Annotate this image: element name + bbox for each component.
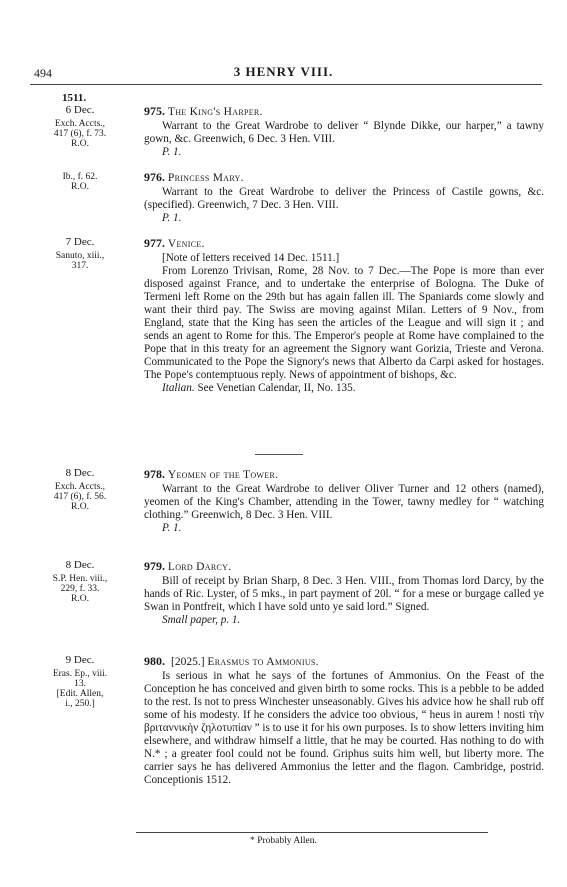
entry-text: From Lorenzo Trivisan, Rome, 28 Nov. to 7 Dec.—The Pope is more than ever disposed against France, and to undertake the enterprise of Bologna. The Duke of Termeni left Rome on the 29th but has again fallen ill. The Spaniards come slowly and want their third pay. The Swiss are moving against Milan. Letters of 9 Nov., from England, state that the King has seen the articles of the League and will sign it ; and sends an agent to Rome for this. The Emperor's people at Rome have complained to the Pope that in this treaty for an agreement the Signory want Gorizia, Trieste and Verona. Communicated to the Pope the Signory's news that Alberto da Carpi asked for hostages. The Pope's contemptuous reply. News of appointment of bishops, &c. xyxy=(144,265,544,381)
entry-number: 977. xyxy=(144,236,165,250)
margin-ref-line: R.O. xyxy=(71,594,89,604)
entry-title: Princess Mary. xyxy=(167,172,244,184)
entry-title: The King's Harper. xyxy=(167,106,263,118)
entry-margin xyxy=(34,654,126,709)
entry-number: 975. xyxy=(144,104,165,118)
margin-ref-line: i., 250.] xyxy=(65,699,95,709)
section-divider xyxy=(255,454,303,455)
entry-date: 8 Dec. xyxy=(65,559,95,571)
footnote-rule xyxy=(136,832,488,833)
margin-ref-line: 317. xyxy=(71,261,89,271)
margin-ref-line: 417 (6), f. 73. xyxy=(53,129,107,139)
entry-number: 979. xyxy=(144,559,165,573)
entry-margin xyxy=(34,170,126,192)
entry-date: 9 Dec. xyxy=(65,654,95,666)
entry-body xyxy=(144,654,544,787)
entry-margin xyxy=(34,559,126,604)
entry-heading xyxy=(144,559,544,574)
entry-title: Yeomen of the Tower. xyxy=(167,469,279,481)
entry-ref: Small paper, p. 1. xyxy=(162,614,241,626)
entry-heading xyxy=(144,104,544,119)
entry-ref: Italian. See Venetian Calendar, II, No. 135. xyxy=(162,382,356,394)
margin-ref-line: Exch. Accts., xyxy=(54,119,106,129)
header-rule xyxy=(30,84,542,85)
entry-heading xyxy=(144,170,544,185)
entry-body xyxy=(144,170,544,225)
entry-date: 6 Dec. xyxy=(65,104,95,116)
margin-ref-line: Eras. Ep., viii. xyxy=(52,669,108,679)
entry-body xyxy=(144,236,544,395)
entry-title: Lord Darcy. xyxy=(167,561,232,573)
entry-title: Venice. xyxy=(167,238,205,250)
entry-title: Erasmus to Ammonius. xyxy=(207,656,319,668)
running-head: 3 HENRY VIII. xyxy=(233,64,334,79)
margin-ref-line: Sanuto, xiii., xyxy=(55,251,105,261)
entry-date: 7 Dec. xyxy=(65,236,95,248)
footnote: * Probably Allen. xyxy=(250,836,317,846)
entry-body xyxy=(144,467,544,535)
margin-ref-line: 13. xyxy=(74,679,86,689)
entry-ref: P. 1. xyxy=(162,212,182,224)
margin-ref-line: R.O. xyxy=(71,502,89,512)
entry-heading xyxy=(144,467,544,482)
entry-text: Warrant to the Great Wardrobe to deliver “ Blynde Dikke, our harper,” a tawny gown, &c. Greenwich, 6 Dec. 3 Hen. VIII. xyxy=(144,120,544,145)
entry-text: Bill of receipt by Brian Sharp, 8 Dec. 3 Hen. VIII., from Thomas lord Darcy, by the hands of Ric. Lyster, of 5 mks., in part payment of 20l. “ for a mese or burgage called ye Swan in Pontfreit, which I have sold unto ye said lord.” Signed. xyxy=(144,575,544,613)
entry-text: Is serious in what he says of the fortunes of Ammonius. On the Feast of the Conception he has conceived and given birth to some rocks. This is a pebble to be added to the rest. Is not to press Winchester unseasonably. Gives his advice how he shall rub off some of his modesty. If he considers the advice too obvious, “ heus in aurem ! nosti τὴν βριταννικὴν ζηλοτυπίαν ” is to use it for his own purposes. Is to show letters inviting him elsewhere, and withdraw himself a little, that he may be courted. Has nothing to do with N.* ; a greater fool could not be found. Griphus suits him well, but liberty more. The carrier says he has delivered Ammonius the letter and the flagon. Cambridge, postrid. Conceptionis 1512. xyxy=(144,670,544,786)
page-number: 494 xyxy=(34,66,52,80)
entry-margin xyxy=(34,236,126,271)
entry-number: 976. xyxy=(144,170,165,184)
entry-alt-number: [2025.] xyxy=(171,656,205,668)
entry-number: 980. xyxy=(144,654,165,668)
margin-ref-line: 229, f. 33. xyxy=(60,584,100,594)
entry-ref: P. 1. xyxy=(162,522,182,534)
entry-margin xyxy=(34,467,126,512)
entry-note: [Note of letters received 14 Dec. 1511.] xyxy=(162,252,340,264)
entry-body xyxy=(144,559,544,627)
entry-body xyxy=(144,104,544,159)
margin-ref-line: R.O. xyxy=(71,139,89,149)
margin-ref-line: S.P. Hen. viii., xyxy=(52,574,108,584)
year-label: 1511. xyxy=(62,92,87,104)
margin-ref-line: [Edit. Allen, xyxy=(56,689,104,699)
entry-margin xyxy=(34,104,126,149)
entry-number: 978. xyxy=(144,467,165,481)
margin-ref-line: 417 (6), f. 56. xyxy=(53,492,107,502)
entry-text: Warrant to the Great Wardrobe to deliver the Princess of Castile gowns, &c. (specified). Greenwich, 7 Dec. 3 Hen. VIII. xyxy=(144,186,544,211)
entry-heading xyxy=(144,236,544,251)
margin-ref-line: Exch. Accts., xyxy=(54,482,106,492)
margin-ref-line: Ib., f. 62. xyxy=(62,172,98,182)
entry-heading xyxy=(144,654,544,669)
entry-ref: P. 1. xyxy=(162,146,182,158)
entry-date: 8 Dec. xyxy=(65,467,95,479)
margin-ref-line: R.O. xyxy=(71,182,89,192)
entry-text: Warrant to the Great Wardrobe to deliver Oliver Turner and 12 others (named), yeomen of the King's Chamber, attending in the Tower, tawny medley for “ watching clothing.” Greenwich, 8 Dec. 3 Hen. VIII. xyxy=(144,483,544,521)
